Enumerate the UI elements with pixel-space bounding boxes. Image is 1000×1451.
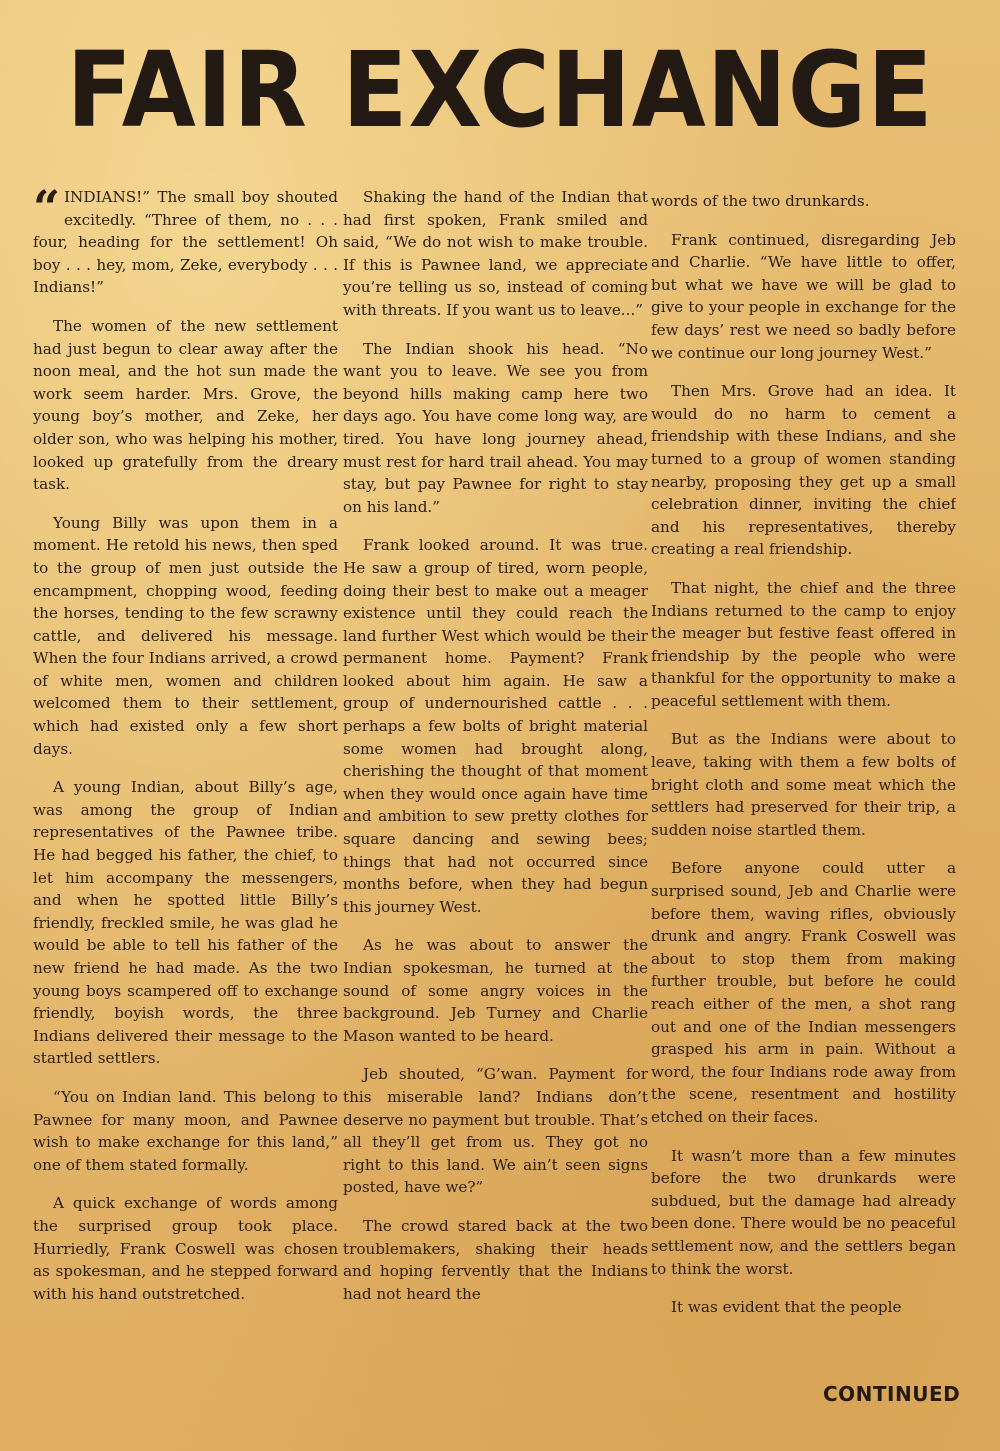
paragraph: Before anyone could utter a surprised sound, Jeb and Charlie were before them, waving rifles, obviously drunk and angry. Frank Coswell was about to stop them from making further trouble, but before he could reach either of the men, a shot rang out and one of the Indian messengers grasped his arm in pain. Without a word, the four Indians rode away from the scene, resentment and hostility etched on their faces. bbox=[651, 859, 956, 1126]
paragraph-text: INDIANS!” The small boy shouted excitedly. “Three of them, no . . . four, heading for the settlement! Oh boy . . . hey, mom, Zeke, everybody . . . Indians!” bbox=[33, 188, 338, 297]
paragraph: Shaking the hand of the Indian that had first spoken, Frank smiled and said, “We do not wish to make trouble. If this is Pawnee land, we appreciate you’re telling us so, instead of coming with threats. If you want us to leave...” bbox=[343, 188, 648, 319]
paragraph: As he was about to answer the Indian spokesman, he turned at the sound of some angry voices in the background. Jeb Turney and Charlie Mason wanted to be heard. bbox=[343, 936, 648, 1045]
paragraph: Then Mrs. Grove had an idea. It would do no harm to cement a friendship with these Indians, and she turned to a group of women standing nearby, proposing they get up a small celebration dinner, inviting the chief and his representatives, thereby creating a real friendship. bbox=[651, 382, 956, 559]
paragraph bbox=[33, 186, 338, 299]
paragraph: A quick exchange of words among the surprised group took place. Hurriedly, Frank Coswell was chosen as spokesman, and he stepped forward with his hand outstretched. bbox=[33, 1194, 338, 1303]
drop-cap-quote: “ bbox=[33, 186, 61, 236]
continued-label: CONTINUED bbox=[823, 1382, 961, 1406]
paragraph: The Indian shook his head. “No want you to leave. We see you from beyond hills making camp here two days ago. You have come long way, are tired. You have long journey ahead, must rest for hard trail ahead. You may stay, but pay Pawnee for right to stay on his land.” bbox=[343, 339, 648, 516]
paragraph: The women of the new settlement had just begun to clear away after the noon meal, and the hot sun made the work seem harder. Mrs. Grove, the young boy’s mother, and Zeke, her older son, who was helping his mother, looked up gratefully from the dreary task. bbox=[33, 316, 338, 494]
story-title: FAIR EXCHANGE bbox=[66, 29, 934, 151]
text-column-2 bbox=[343, 186, 648, 1386]
paragraph: A young Indian, about Billy’s age, was among the group of Indian representatives of the Pawnee tribe. He had begged his father, the chief, to let him accompany the messengers, and when he spotted little Billy’s friendly, freckled smile, he was glad he would be able to tell his father of the new friend he had made. As the two young boys scampered off to exchange friendly, boyish words, the three Indians delivered their message to the startled settlers. bbox=[33, 778, 338, 1068]
paragraph: It was evident that the people bbox=[671, 1298, 902, 1317]
paragraph: Frank continued, disregarding Jeb and Charlie. “We have little to offer, but what we have we will be glad to give to your people in exchange for the few days’ rest we need so badly before we continue our long journey West.” bbox=[651, 230, 956, 362]
paragraph: “You on Indian land. This belong to Pawnee for many moon, and Pawnee wish to make exchange for this land,” one of them stated formally. bbox=[33, 1087, 338, 1174]
paragraph: The crowd stared back at the two troublemakers, shaking their heads and hoping fervently that the Indians had not heard the bbox=[343, 1216, 648, 1303]
paragraph: Frank looked around. It was true. He saw a group of tired, worn people, doing their best to make out a meager existence until they could reach the land further West which would be their permanent home. Payment? Frank looked about him again. He saw a group of undernourished cattle . . . perhaps a few bolts of bright material some women had brought along, cherishing the thought of that moment when they would once again have time and ambition to sew pretty clothes for square dancing and sewing bees; things that had not occurred since months before, when they had begun this journey West. bbox=[343, 536, 648, 916]
paragraph: That night, the chief and the three Indians returned to the camp to enjoy the meager but festive feast offered in friendship by the people who were thankful for the opportunity to make a peaceful settlement with them. bbox=[651, 578, 956, 710]
paragraph: Jeb shouted, “G’wan. Payment for this miserable land? Indians don’t deserve no payment but trouble. That’s all they’ll get from us. They got no right to this land. We ain’t seen signs posted, have we?” bbox=[343, 1065, 648, 1197]
paragraph: Young Billy was upon them in a moment. He retold his news, then sped to the group of men just outside the encampment, chopping wood, feeding the horses, tending to the few scrawny cattle, and delivered his message. When the four Indians arrived, a crowd of white men, women and children welcomed them to their settlement, which had existed only a few short days. bbox=[33, 513, 338, 758]
text-column-1 bbox=[33, 186, 338, 1386]
paragraph: But as the Indians were about to leave, taking with them a few bolts of bright cloth and some meat which the settlers had preserved for their trip, a sudden noise startled them. bbox=[651, 730, 956, 839]
paragraph: words of the two drunkards. bbox=[651, 192, 870, 210]
text-column-3 bbox=[651, 190, 956, 1390]
paragraph: It wasn’t more than a few minutes before the two drunkards were subdued, but the damage had already been done. There would be no peaceful settlement now, and the settlers began to think the worst. bbox=[651, 1146, 956, 1278]
